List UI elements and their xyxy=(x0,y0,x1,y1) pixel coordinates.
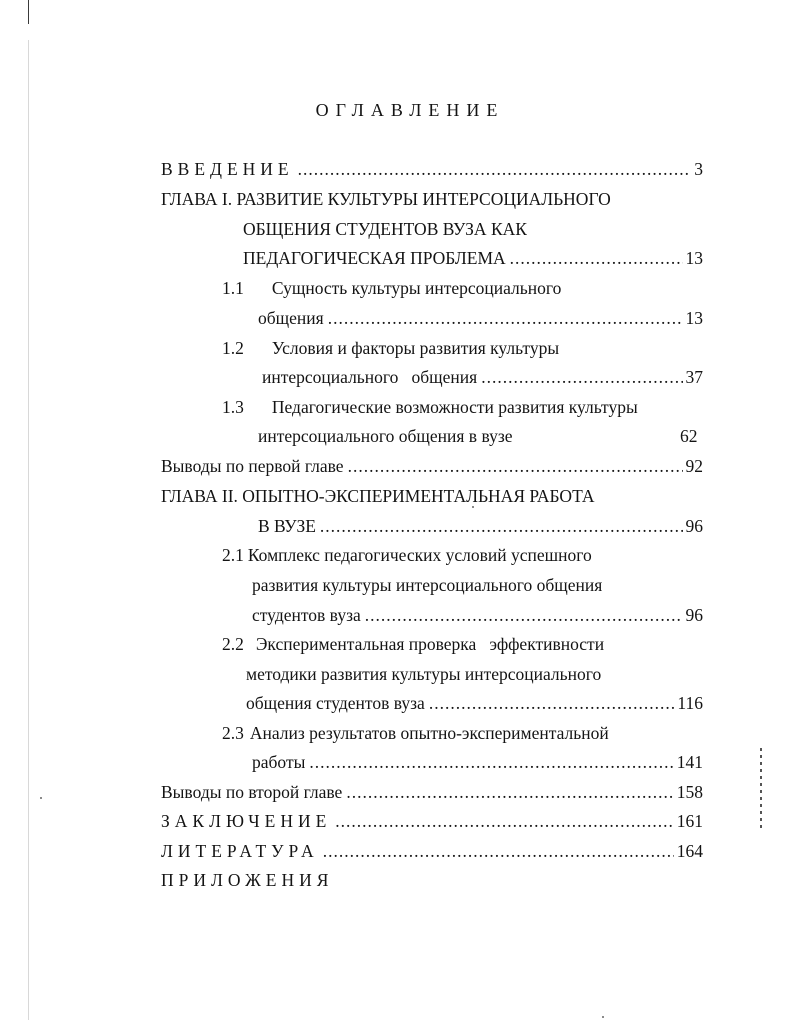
toc-section-1-3-line-2 xyxy=(258,425,513,447)
toc-page-number: 13 xyxy=(685,248,703,268)
toc-entry-label: интерсоциального общения в вузе xyxy=(258,426,513,446)
toc-entry-chapter-2-conclusions[interactable] xyxy=(161,781,703,803)
toc-page-number: 96 xyxy=(685,605,703,625)
toc-leader-dots xyxy=(335,810,673,832)
toc-entry-label: развития культуры интерсоциального общения xyxy=(252,575,603,595)
toc-entry-appendices[interactable] xyxy=(161,869,333,891)
toc-entry-label: ЛИТЕРАТУРА xyxy=(161,841,319,861)
toc-chapter-2-line-1[interactable] xyxy=(161,485,595,507)
toc-chapter-1-line-1[interactable] xyxy=(161,188,611,210)
toc-leader-dots xyxy=(429,692,675,714)
toc-page-number: 37 xyxy=(685,367,703,387)
toc-entry-label: Комплекс педагогических условий успешного xyxy=(247,545,592,565)
toc-section-1-3-line-1[interactable] xyxy=(222,396,638,418)
toc-entry-label: Педагогические возможности развития культуры xyxy=(271,397,638,417)
toc-leader-dots xyxy=(481,366,682,388)
toc-section-2-2-line-3 xyxy=(246,692,703,714)
toc-leader-dots xyxy=(328,307,683,329)
toc-section-number: 2.2 xyxy=(222,634,244,654)
toc-leader-dots xyxy=(309,751,673,773)
toc-page-number: 96 xyxy=(685,516,703,536)
toc-entry-label: ОБЩЕНИЯ СТУДЕНТОВ ВУЗА КАК xyxy=(243,219,527,239)
toc-leader-dots xyxy=(323,840,674,862)
toc-section-2-3-line-2 xyxy=(252,751,703,773)
toc-entry-label: общения студентов вуза xyxy=(246,693,425,713)
toc-page-number: 164 xyxy=(676,841,703,861)
scan-edge-mark xyxy=(28,0,29,24)
toc-entry-label: ГЛАВА II. ОПЫТНО-ЭКСПЕРИМЕНТАЛЬНАЯ РАБОТА xyxy=(161,486,595,506)
toc-entry-chapter-1-conclusions[interactable] xyxy=(161,455,703,477)
scan-speck xyxy=(40,797,42,799)
toc-entry-introduction[interactable] xyxy=(161,158,703,180)
toc-section-number: 1.2 xyxy=(222,338,244,358)
toc-section-1-3-page xyxy=(680,425,698,447)
page-title: ОГЛАВЛЕНИЕ xyxy=(315,100,505,120)
toc-leader-dots xyxy=(510,247,683,269)
toc-entry-label: Анализ результатов опытно-экспериментальной xyxy=(249,723,609,743)
toc-entry-label: Сущность культуры интерсоциального xyxy=(271,278,562,298)
toc-section-number: 1.3 xyxy=(222,397,244,417)
toc-page-number: 158 xyxy=(676,782,703,802)
toc-page-number: 3 xyxy=(694,159,703,179)
toc-section-2-2-line-2 xyxy=(246,663,601,685)
toc-entry-label: работы xyxy=(252,752,306,772)
toc-section-number: 1.1 xyxy=(222,278,244,298)
toc-section-1-1-line-2 xyxy=(258,307,703,329)
toc-section-2-1-line-1[interactable] xyxy=(222,544,592,566)
toc-entry-label: Выводы по второй главе xyxy=(161,782,343,802)
toc-page-number: 13 xyxy=(685,308,703,328)
toc-entry-label: Экспериментальная проверка эффективности xyxy=(255,634,605,654)
toc-section-2-3-line-1[interactable] xyxy=(222,722,609,744)
toc-chapter-1-line-3 xyxy=(243,247,703,269)
toc-leader-dots xyxy=(298,158,692,180)
toc-entry-label: Выводы по первой главе xyxy=(161,456,344,476)
toc-chapter-2-line-2 xyxy=(258,515,703,537)
toc-entry-label: ПРИЛОЖЕНИЯ xyxy=(161,870,334,890)
toc-entry-literature[interactable] xyxy=(161,840,703,862)
scan-edge-mark-right xyxy=(760,748,762,828)
toc-entry-label: ЗАКЛЮЧЕНИЕ xyxy=(161,811,332,831)
toc-entry-label: студентов вуза xyxy=(252,605,361,625)
toc-section-1-2-line-1[interactable] xyxy=(222,337,559,359)
scan-edge-line xyxy=(28,40,29,1020)
toc-section-1-2-line-2 xyxy=(262,366,703,388)
toc-page-number: 92 xyxy=(685,456,703,476)
toc-entry-label: ВВЕДЕНИЕ xyxy=(161,159,294,179)
toc-page-number: 62 xyxy=(680,426,698,446)
toc-leader-dots xyxy=(320,515,683,537)
scan-speck xyxy=(602,1016,604,1018)
toc-entry-label: общения xyxy=(258,308,324,328)
toc-page-number: 161 xyxy=(676,811,703,831)
toc-section-number: 2.3 xyxy=(222,723,244,743)
toc-entry-label: ПЕДАГОГИЧЕСКАЯ ПРОБЛЕМА xyxy=(243,248,506,268)
toc-section-2-2-line-1[interactable] xyxy=(222,633,604,655)
toc-page-number: 141 xyxy=(676,752,703,772)
toc-leader-dots xyxy=(365,604,683,626)
toc-entry-label: ГЛАВА I. РАЗВИТИЕ КУЛЬТУРЫ ИНТЕРСОЦИАЛЬНОГО xyxy=(161,189,611,209)
toc-leader-dots xyxy=(348,455,683,477)
toc-section-2-1-line-3 xyxy=(252,604,703,626)
toc-entry-label: интерсоциального общения xyxy=(262,367,478,387)
toc-leader-dots xyxy=(346,781,673,803)
toc-entry-label: В ВУЗЕ xyxy=(258,516,316,536)
toc-section-2-1-line-2 xyxy=(252,574,602,596)
toc-entry-conclusion[interactable] xyxy=(161,810,703,832)
toc-section-number: 2.1 xyxy=(222,545,244,565)
toc-entry-label: Условия и факторы развития культуры xyxy=(271,338,560,358)
toc-chapter-1-line-2 xyxy=(243,218,527,240)
toc-entry-label: методики развития культуры интерсоциального xyxy=(246,664,602,684)
toc-page-number: 116 xyxy=(677,693,703,713)
toc-section-1-1-line-1[interactable] xyxy=(222,277,561,299)
